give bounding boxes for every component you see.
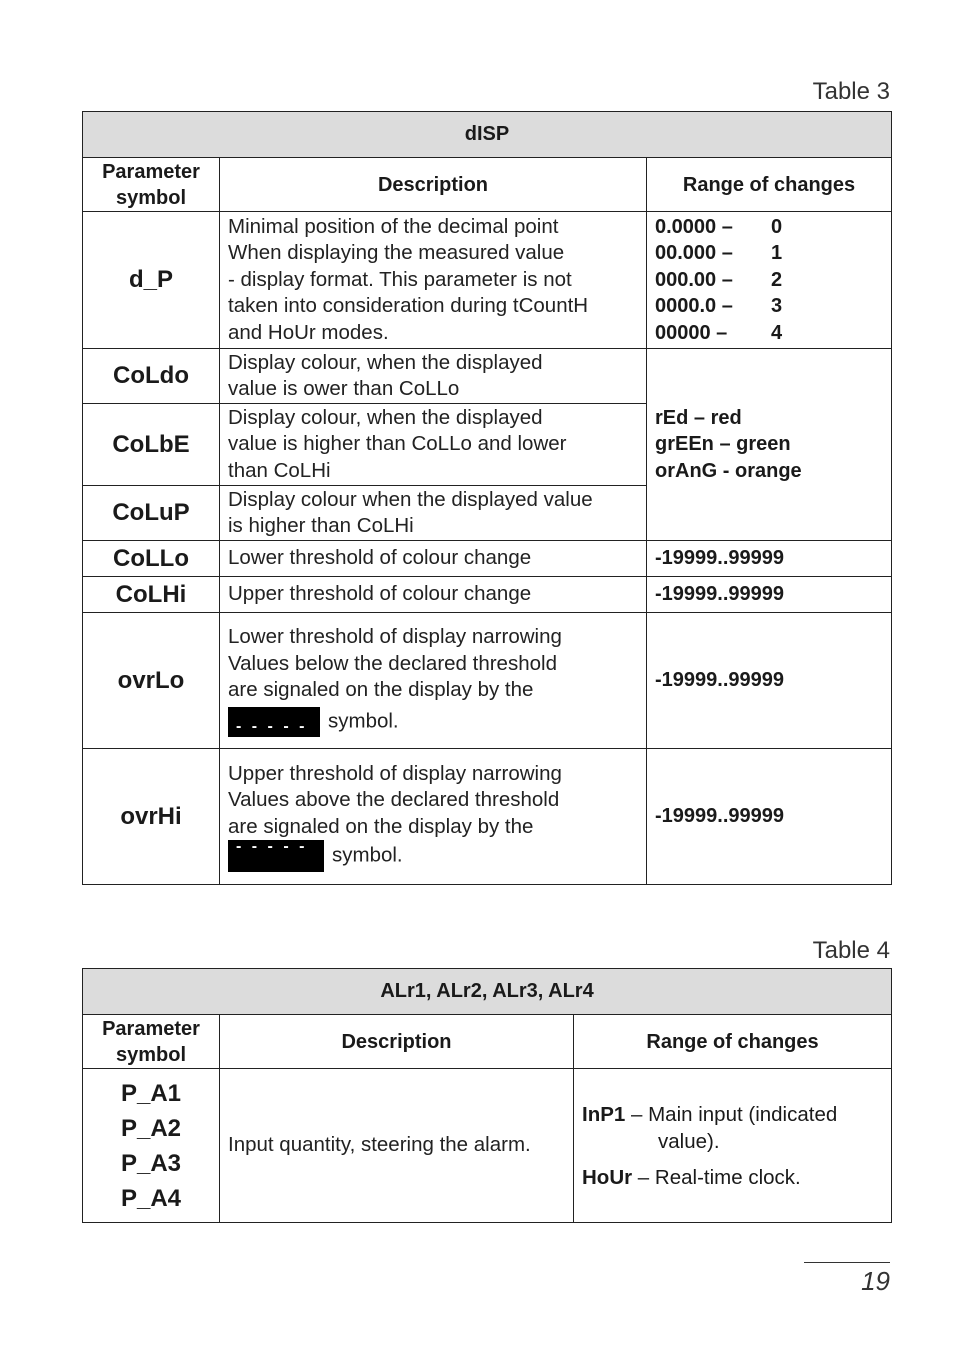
param-symbol: P_A4 [120,1184,182,1212]
param-range: -19999..99999 [647,749,892,885]
range-line [655,214,883,241]
param-symbol: P_A1 [120,1079,182,1107]
table-row [83,577,892,613]
header-range: Range of changes [574,1015,892,1069]
page-number-rule [804,1262,890,1263]
colour-range [647,349,892,541]
desc-line: Display colour, when the displayed [228,350,543,374]
param-description [220,486,647,541]
range-value: 0 [771,215,783,238]
desc-line: taken into consideration during tCountH [228,294,589,318]
desc-line: Upper threshold of display narrowing [228,761,562,785]
range-format: 00000 – [655,321,728,344]
param-symbol: d_P [83,212,220,349]
param-symbol: CoLLo [83,541,220,577]
table-row [83,749,892,885]
range-line [582,1164,883,1191]
param-range: -19999..99999 [647,613,892,749]
range-key: InP1 [582,1102,626,1126]
range-text: value). [658,1129,720,1153]
range-text: – Main input (indicated [625,1102,838,1126]
header-parameter-symbol: Parameter symbol [83,158,220,212]
range-value: 2 [771,268,783,291]
table-row [83,613,892,749]
symbol-word: symbol. [332,843,403,867]
table-row [83,349,892,404]
param-description: Upper threshold of colour change [220,577,647,613]
desc-line: Lower threshold of display narrowing [228,625,562,649]
desc-line: value is higher than CoLLo and lower [228,432,567,456]
param-symbol: P_A3 [120,1149,182,1177]
range-line [655,267,883,294]
desc-line: are signaled on the display by the [228,678,534,702]
underflow-symbol [228,707,320,737]
param-description [220,613,647,749]
desc-line: When displaying the measured value [228,241,565,265]
table3-title: dISP [83,112,892,158]
desc-line: and HoUr modes. [228,320,389,344]
symbol-word: symbol. [328,709,399,733]
header-parameter-symbol: Parameter symbol [83,1015,220,1069]
param-range [647,212,892,349]
desc-line: value is ower than CoLLo [228,377,460,400]
param-description [220,749,647,885]
header-description: Description [220,1015,574,1069]
desc-line: Values above the declared threshold [228,788,560,812]
param-symbol: CoLuP [83,486,220,541]
param-description [220,404,647,486]
range-line [655,293,883,320]
desc-line: is higher than CoLHi [228,514,414,537]
range-line [655,240,883,267]
range-value: 4 [771,321,783,344]
param-symbol: CoLbE [83,404,220,486]
table-row [83,1069,892,1223]
desc-line: than CoLHi [228,458,331,482]
range-line: orAnG - orange [655,459,802,482]
range-value: 3 [771,295,783,318]
table4-caption: Table 4 [812,937,890,964]
param-symbol: ovrHi [83,749,220,885]
range-line: grEEn – green [655,433,791,456]
param-range: -19999..99999 [647,577,892,613]
range-text: – Real-time clock. [632,1165,801,1189]
table-4 [82,968,892,1223]
range-format: 000.00 – [655,268,733,291]
desc-line: Display colour when the displayed value [228,487,593,511]
overflow-symbol [228,840,324,872]
param-description [220,349,647,404]
desc-line [228,840,638,872]
desc-line: - display format. This parameter is not [228,267,572,291]
desc-line: are signaled on the display by the [228,814,534,838]
range-line [655,320,883,347]
table-row [83,212,892,349]
table4-title: ALr1, ALr2, ALr3, ALr4 [83,969,892,1015]
range-format: 0.0000 – [655,215,733,238]
param-range [574,1069,892,1223]
param-symbol: CoLHi [83,577,220,613]
param-description: Input quantity, steering the alarm. [220,1069,574,1223]
desc-line: Values below the declared threshold [228,651,557,675]
param-description: Lower threshold of colour change [220,541,647,577]
desc-line: Display colour, when the displayed [228,405,543,429]
range-value: 1 [771,242,783,265]
range-line: rEd – red [655,406,742,429]
desc-line [228,707,638,737]
underflow-glyph: - - - - - [236,718,308,736]
range-format: 00.000 – [655,242,733,265]
table-row [83,541,892,577]
table3-caption: Table 3 [812,78,890,105]
param-symbol: CoLdo [83,349,220,404]
range-key: HoUr [582,1165,633,1189]
range-line [582,1101,883,1128]
range-format: 0000.0 – [655,295,733,318]
desc-line: Minimal position of the decimal point [228,214,559,238]
overflow-glyph: - - - - - [236,838,308,856]
param-symbol: P_A2 [120,1114,182,1142]
param-description [220,212,647,349]
page-number: 19 [861,1266,890,1296]
param-symbols [83,1069,220,1223]
param-range: -19999..99999 [647,541,892,577]
table-3 [82,111,892,885]
param-symbol: ovrLo [83,613,220,749]
header-range: Range of changes [647,158,892,212]
header-description: Description [220,158,647,212]
